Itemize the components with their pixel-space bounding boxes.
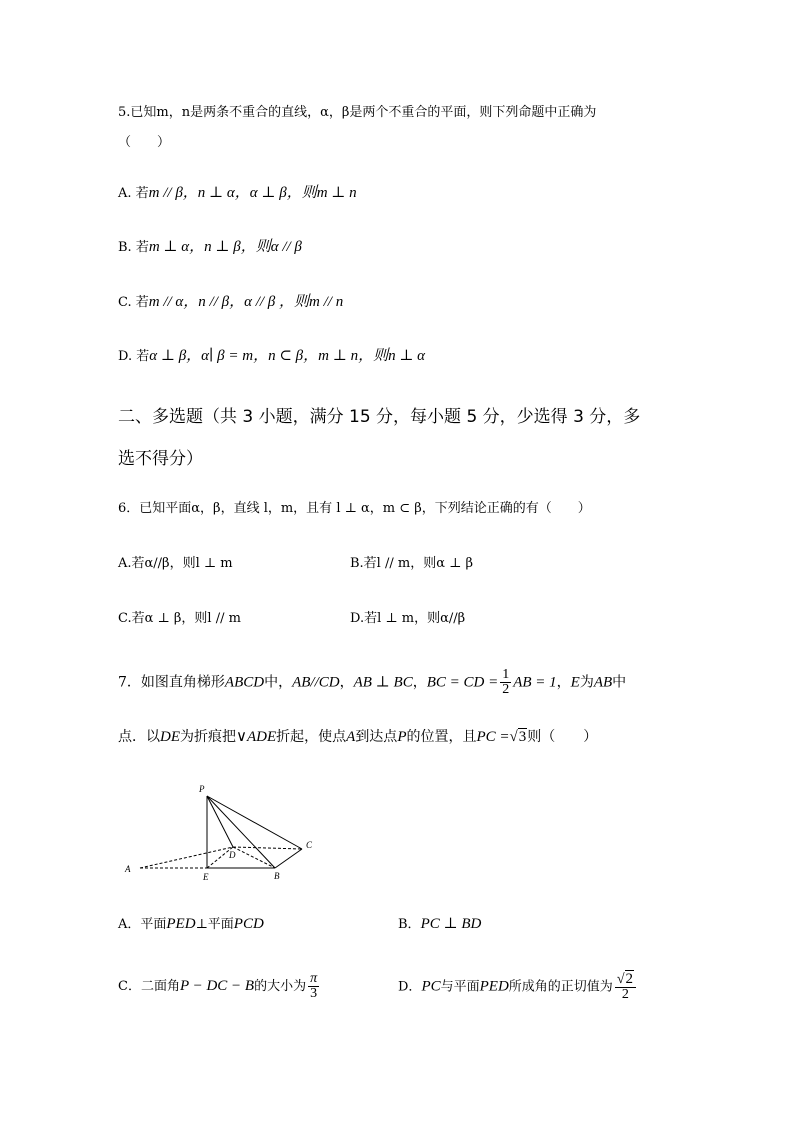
text: 中， [264,674,293,691]
option-expr: m // α，n // β，α // β ，则m // n [148,294,344,310]
edge-bc [275,849,302,868]
q5-option-d [118,349,425,364]
math: PC [421,978,441,995]
text: 为 [579,674,594,691]
text: 中 [612,674,627,691]
q6-option-d: D.若l ⊥ m，则α//β [350,611,466,626]
frac-den: 2 [621,987,629,1002]
fraction-pi-third [308,972,319,1001]
math: A [346,729,356,745]
q5-option-b [118,240,302,255]
edge-db [233,847,275,868]
text: C．二面角 [118,979,180,994]
edge-pb [207,796,275,868]
text: ， [339,674,354,691]
q7-option-c [118,972,321,1001]
text: 的大小为 [254,979,307,994]
q6-stem: 6．已知平面α，β，直线 l，m，且有 l ⊥ α，m ⊂ β，下列结论正确的有（ ） [118,501,591,516]
text: ， [412,674,427,691]
label-d: D [229,850,236,860]
radicand: 3 [518,729,527,745]
q5-option-a [118,186,357,201]
frac-num: π [310,971,318,986]
text: D． [398,979,422,995]
q7-option-d [398,972,638,1002]
option-label: B. 若 [118,240,149,255]
q5-stem: 5.已知m，n是两条不重合的直线，α，β是两个不重合的平面，则下列命题中正确为 [118,105,597,120]
math: P − DC − B [179,978,255,994]
option-expr: α ⊥ β，α∣ β = m，n ⊂ β，m ⊥ n，则n ⊥ α [149,348,426,364]
label-b: B [274,871,280,881]
text: 的位置，且 [406,729,477,745]
q6-option-b: B.若l // m，则α ⊥ β [350,556,473,571]
text: 点．以 [118,729,160,745]
sqrt-three: √3 [509,729,527,745]
frac-num: 1 [502,667,510,682]
text: 折起，使点 [276,729,347,745]
text: A．平面 [118,917,167,932]
section-heading-line1: 二、多选题（共 3 小题，满分 15 分，每小题 5 分，少选得 3 分，多 [118,407,641,427]
q7-line2 [118,730,597,745]
option-expr: m // β，n ⊥ α，α ⊥ β，则m ⊥ n [148,185,357,201]
math: DE [160,729,180,745]
q6-option-a: A.若α//β，则l ⊥ m [118,556,233,571]
option-label: A. 若 [118,186,149,201]
math: E [570,674,580,691]
fraction-sqrt2-half [615,972,636,1002]
math: AB//CD [292,674,340,691]
math: PC = [476,729,510,745]
text: ⊥平面 [195,917,234,932]
math: AB [593,674,613,691]
text: 到达点 [355,729,398,745]
text: 7．如图直角梯形 [118,674,225,691]
q5-paren: （ ） [118,135,171,150]
math: PED [479,978,509,995]
text: 为折痕把 [180,729,236,745]
edge-pc [207,796,302,849]
fraction-half [500,668,511,697]
math: PED [166,916,196,932]
frac-den: 2 [502,682,510,697]
frac-num: √2 [615,972,636,988]
math: BC = CD = [426,674,499,691]
edge-dc [233,847,302,849]
math: P [397,729,407,745]
text: 则（ ） [527,729,598,745]
text: 与平面 [440,979,480,995]
pyramid-figure [115,780,335,885]
radicand: 2 [625,971,633,987]
math: PCD [233,916,264,932]
section-heading-line2: 选不得分） [118,449,203,469]
label-c: C [306,840,313,850]
option-expr: m ⊥ α，n ⊥ β，则α // β [148,239,302,255]
q5-option-c [118,295,343,310]
text: 所成角的正切值为 [508,979,613,995]
q7-line1 [118,668,626,697]
q7-option-b [398,917,481,932]
edge-ad [140,847,233,868]
math: AB = 1 [513,674,557,691]
text: ， [556,674,571,691]
frac-den: 3 [310,986,318,1001]
option-label: D. 若 [118,349,150,364]
text: B． [398,917,421,932]
label-a: A [125,864,131,874]
option-label: C. 若 [118,295,149,310]
label-p: P [199,784,205,794]
math: AB ⊥ BC [353,674,413,691]
q7-option-a [118,917,264,932]
math: PC ⊥ BD [420,916,482,932]
math: ABCD [224,674,265,691]
math: ∨ADE [236,729,277,745]
q6-option-c: C.若α ⊥ β，则l // m [118,611,241,626]
label-e: E [203,872,209,882]
